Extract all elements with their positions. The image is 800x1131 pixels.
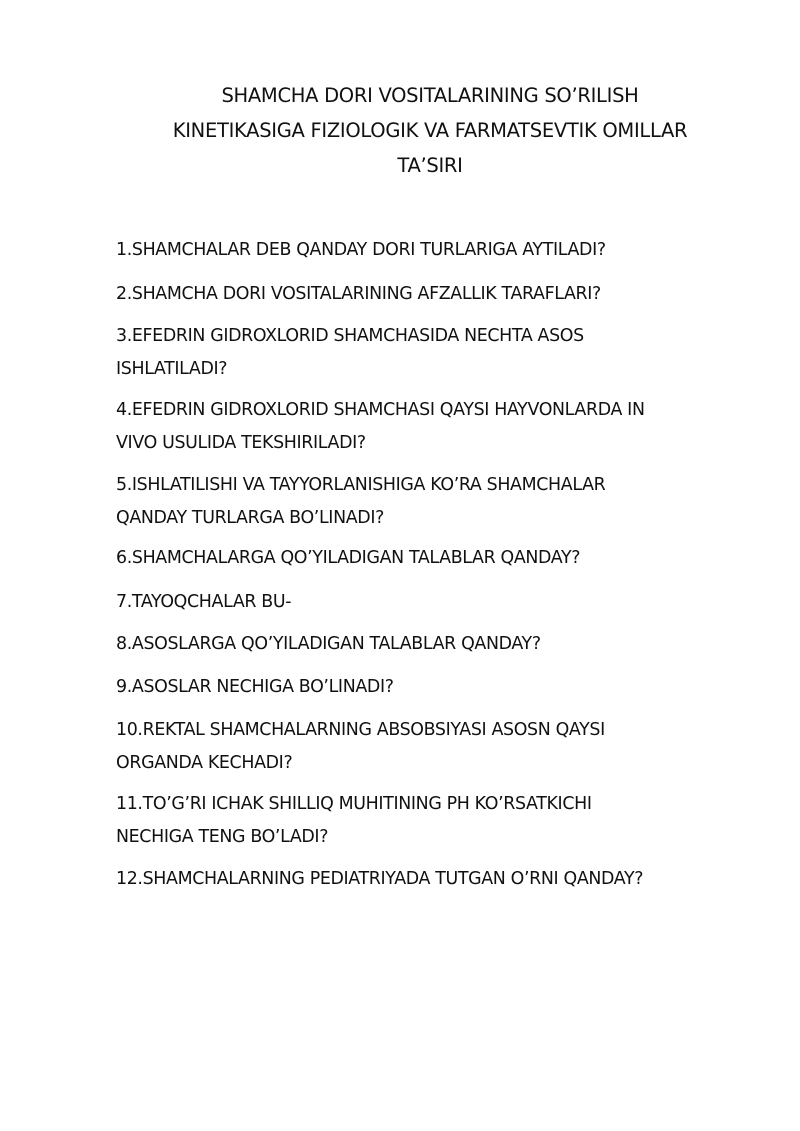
question-item bbox=[116, 542, 756, 575]
title-line: SHAMCHA DORI VOSITALARINING SO’RILISH bbox=[221, 84, 639, 107]
question-line: 8.ASOSLARGA QO’YILADIGAN TALABLAR QANDAY? bbox=[116, 634, 541, 654]
question-line: 5.ISHLATILISHI VA TAYYORLANISHIGA KO’RA SHAMCHALAR bbox=[116, 475, 606, 495]
question-line: NECHIGA TENG BO’LADI? bbox=[116, 827, 329, 847]
question-line: ORGANDA KECHADI? bbox=[116, 753, 293, 773]
document-title bbox=[100, 78, 760, 183]
question-item bbox=[116, 469, 756, 535]
question-line: 1.SHAMCHALAR DEB QANDAY DORI TURLARIGA AYTILADI? bbox=[116, 240, 606, 260]
question-line: ISHLATILADI? bbox=[116, 359, 228, 379]
question-item bbox=[116, 863, 756, 896]
question-line: 7.TAYOQCHALAR BU- bbox=[116, 592, 292, 612]
title-line: KINETIKASIGA FIZIOLOGIK VA FARMATSEVTIK OMILLAR bbox=[172, 119, 688, 142]
question-item bbox=[116, 628, 756, 661]
question-line: 4.EFEDRIN GIDROXLORID SHAMCHASI QAYSI HAYVONLARDA IN bbox=[116, 400, 645, 420]
question-item bbox=[116, 394, 756, 460]
question-item bbox=[116, 714, 756, 780]
question-item bbox=[116, 278, 756, 311]
question-line: 12.SHAMCHALARNING PEDIATRIYADA TUTGAN O’RNI QANDAY? bbox=[116, 869, 644, 889]
question-item bbox=[116, 234, 756, 267]
question-item bbox=[116, 671, 756, 704]
question-line: 11.TO’G’RI ICHAK SHILLIQ MUHITINING PH KO’RSATKICHI bbox=[116, 794, 592, 814]
title-line: TA’SIRI bbox=[397, 154, 463, 177]
question-line: 3.EFEDRIN GIDROXLORID SHAMCHASIDA NECHTA ASOS bbox=[116, 326, 584, 346]
question-item bbox=[116, 788, 756, 854]
question-line: QANDAY TURLARGA BO’LINADI? bbox=[116, 508, 384, 528]
question-line: 10.REKTAL SHAMCHALARNING ABSOBSIYASI ASOSN QAYSI bbox=[116, 720, 605, 740]
question-line: 6.SHAMCHALARGA QO’YILADIGAN TALABLAR QANDAY? bbox=[116, 548, 581, 568]
question-line: VIVO USULIDA TEKSHIRILADI? bbox=[116, 433, 366, 453]
question-line: 9.ASOSLAR NECHIGA BO’LINADI? bbox=[116, 677, 394, 697]
question-item bbox=[116, 586, 756, 619]
question-item bbox=[116, 320, 756, 386]
question-line: 2.SHAMCHA DORI VOSITALARINING AFZALLIK TARAFLARI? bbox=[116, 284, 601, 304]
